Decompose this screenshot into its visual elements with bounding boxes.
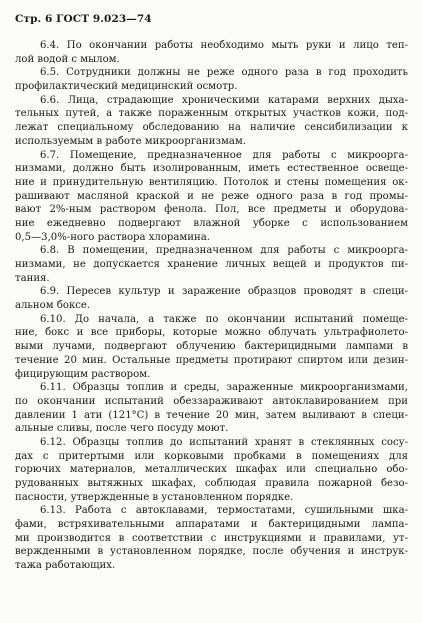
text-line: используемым в работе микроорганизмам. <box>15 135 246 147</box>
text-line: 6.6. Лица, страдающие хроническими катарами верхних дыха- <box>40 94 408 106</box>
text-line: низмами, не допускается хранение личных вещей и продуктов пи- <box>15 259 408 270</box>
text-line: 6.11. Образцы топлив и среды, зараженные микроорганизмами, <box>40 382 408 394</box>
text-line: тажа работающих. <box>15 560 116 572</box>
text-line: альные сливы, после чего посуду моют. <box>15 423 229 435</box>
text-line: лежат специальному обследованию на наличие сенсибилизации к <box>15 122 408 134</box>
text-line: рудованных вытяжных шкафах, соблюдая правила пожарной безо- <box>15 478 408 489</box>
text-line: горючих материалов, металлических шкафах или специально обо- <box>15 464 408 476</box>
text-line: 6.13. Работа с автоклавами, термостатами, сушильными шка- <box>40 505 408 517</box>
document-body <box>15 39 408 573</box>
text-line: тания. <box>15 272 50 284</box>
text-line: вают 2%-ным раствором фенола. Пол, все предметы и оборудова- <box>15 204 408 216</box>
text-line: альном боксе. <box>15 300 91 312</box>
text-line: 6.12. Образцы топлив до испытаний хранят в стеклянных сосу- <box>40 436 408 448</box>
text-line: 6.4. По окончании работы необходимо мыть руки и лицо теп- <box>40 40 408 51</box>
text-line: вержденными в установленном порядке, после обучения и инструк- <box>15 546 408 558</box>
text-line: выми лучами, подвергают облучению бактерицидными лампами в <box>15 341 408 353</box>
text-line: лой водой с мылом. <box>15 53 120 65</box>
text-line: рашивают масляной краской и не реже одного раза в год промы- <box>15 190 408 202</box>
text-line: низмами, должно быть изолированным, иметь естественное освеще- <box>15 163 408 175</box>
text-line: дах с притертыми или корковыми пробками в помещениях для <box>15 450 408 462</box>
text-line: 6.7. Помещение, предназначенное для работы с микроорга- <box>40 149 408 161</box>
text-line: течение 20 мин. Остальные предметы протирают спиртом или дезин- <box>15 354 408 366</box>
text-line: по окончании испытаний обеззараживают автоклавированием при <box>15 395 408 407</box>
text-line: 6.5. Сотрудники должны не реже одного раза в год проходить <box>40 67 408 79</box>
text-line: ние, бокс и все приборы, которые можно облучать ультрафиолето- <box>15 327 408 339</box>
text-line: фами, встряхивательными аппаратами и бактерицидными лампа- <box>15 519 408 531</box>
text-line: пасности, утвержденные в установленном порядке. <box>15 491 294 503</box>
text-line: 6.9. Пересев культур и заражение образцов проводят в специ- <box>40 286 408 298</box>
text-line: профилактический медицинский осмотр. <box>15 81 238 93</box>
text-line: ми производится в соответствии с инструкциями и правилами, ут- <box>15 532 408 544</box>
text-line: 0,5—3,0%-ного раствора хлорамина. <box>15 231 210 243</box>
text-line: 6.10. До начала, а также по окончании испытаний помеще- <box>40 313 408 325</box>
text-line: давлении 1 ати (121°С) в течение 20 мин, затем выливают в специ- <box>15 409 408 421</box>
text-line: ние и принудительную вентиляцию. Потолок и стены помещения ок- <box>15 176 408 188</box>
page-header: Стр. 6 ГОСТ 9.023—74 <box>15 13 152 25</box>
text-line: фицирующим раствором. <box>15 368 151 380</box>
text-line: 6.8. В помещении, предназначенном для работы с микроорга- <box>40 245 408 257</box>
text-line: ние ежедневно подвергают влажной уборке с использованием <box>15 217 408 229</box>
text-line: тельных путей, а также пораженным открытых участков кожи, под- <box>15 108 408 120</box>
